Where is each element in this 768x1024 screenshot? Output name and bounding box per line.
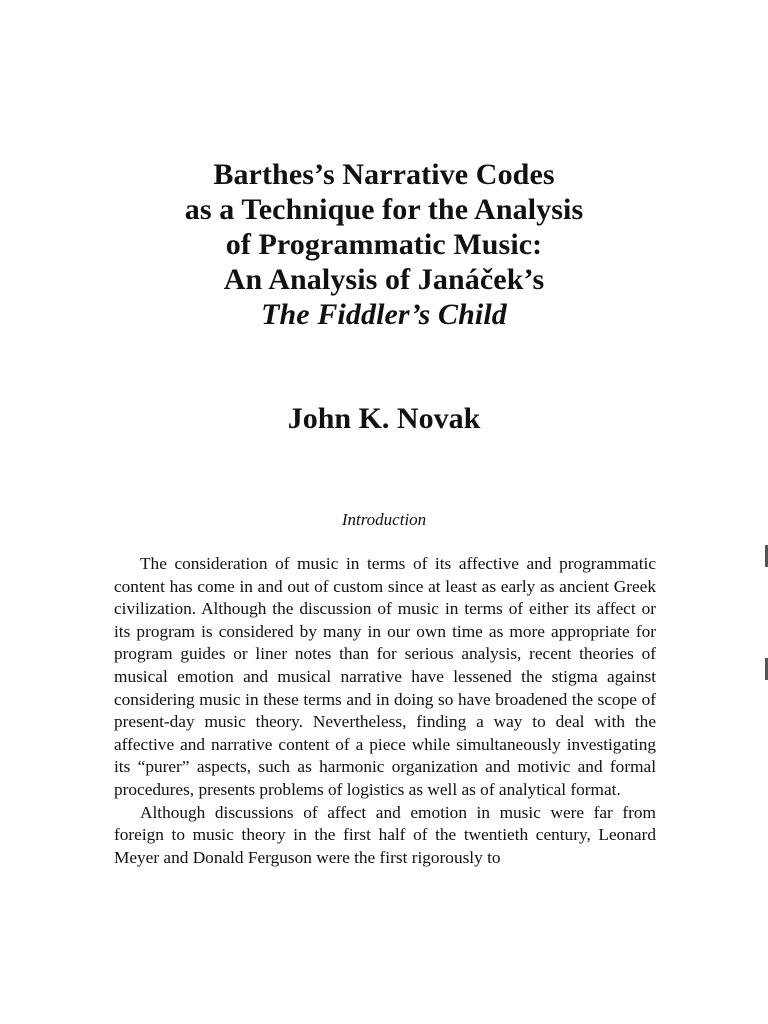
body-text	[114, 553, 656, 869]
article-title	[0, 157, 768, 332]
author-name: John K. Novak	[287, 402, 481, 435]
title-line: as a Technique for the Analysis	[184, 193, 584, 226]
title-line: of Programmatic Music:	[225, 228, 543, 261]
title-line: Barthes’s Narrative Codes	[213, 158, 555, 191]
title-line: An Analysis of Janáček’s	[223, 263, 545, 296]
paragraph: The consideration of music in terms of its affective and programmatic content has come in and out of custom since at least as early as ancient Greek civilization. Although the discussion of music in terms of either its affect or its program is considered by many in our own time as more appropriate for program guides or liner notes than for serious analysis, recent theories of musical emotion and musical narrative have lessened the stigma against considering music in these terms and in doing so have broadened the scope of present-day music theory. Nevertheless, finding a way to deal with the affective and narrative content of a piece while simultaneously investigating its “purer” aspects, such as harmonic organization and motivic and formal procedures, presents problems of logistics as well as of analytical format.	[114, 554, 656, 799]
paragraph: Although discussions of affect and emotion in music were far from foreign to music theory in the first half of the twentieth century, Leonard Meyer and Donald Ferguson were the first rigorously to	[114, 802, 656, 867]
section-heading: Introduction	[341, 510, 427, 529]
title-italic-line: The Fiddler’s Child	[261, 298, 507, 331]
